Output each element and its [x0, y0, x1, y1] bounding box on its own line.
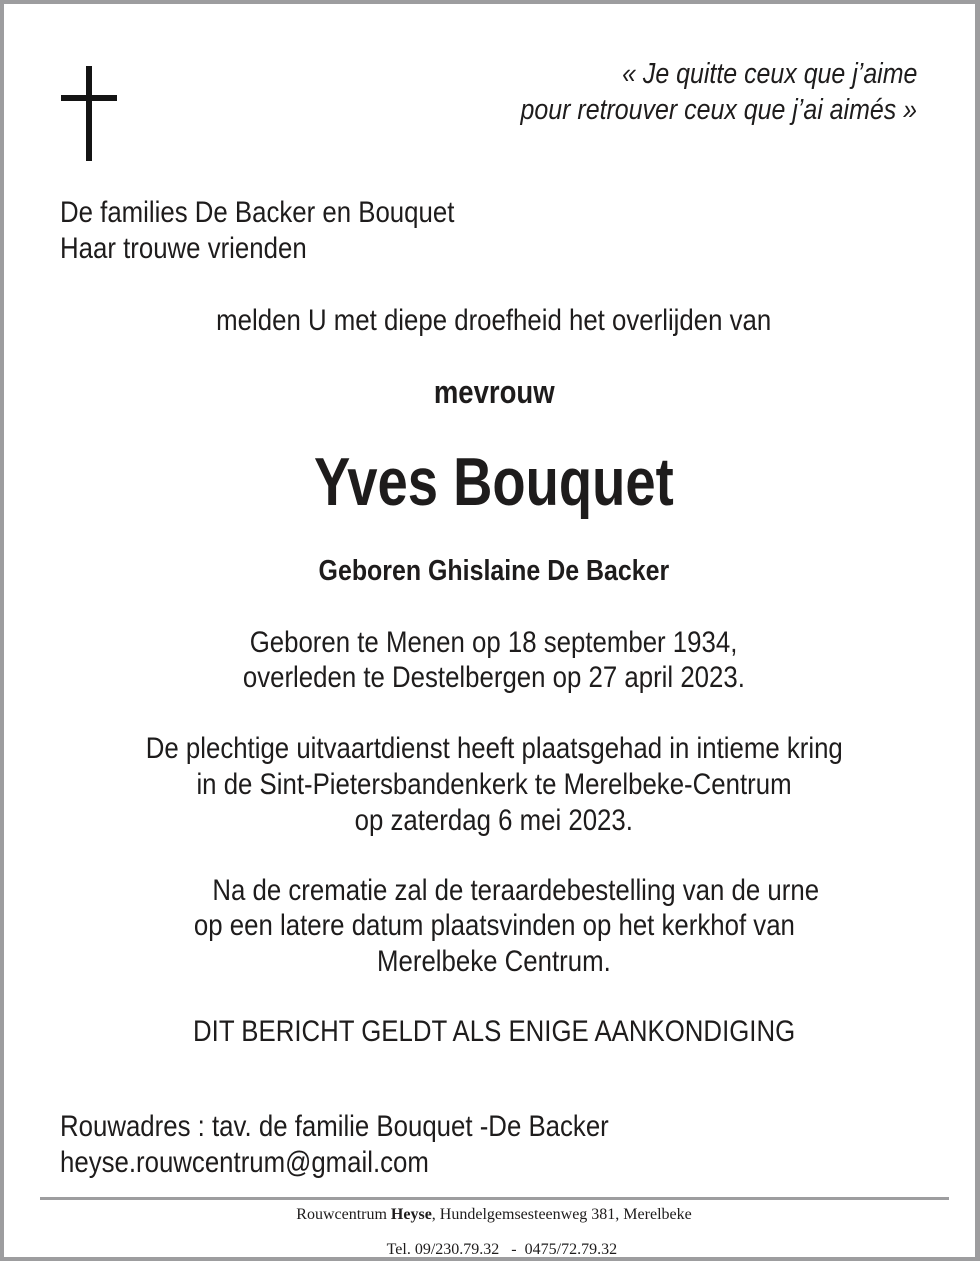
announcement-text: melden U met diepe droefheid het overlijden van	[216, 304, 772, 337]
funeral-line-1: De plechtige uitvaartdienst heeft plaatsgehad in intieme kring	[145, 732, 843, 765]
cross-vertical-bar	[86, 66, 92, 161]
urn-line-3: Merelbeke Centrum.	[377, 945, 611, 978]
contact-email[interactable]: heyse.rouwcentrum@gmail.com	[60, 1146, 429, 1179]
notice-text: DIT BERICHT GELDT ALS ENIGE AANKONDIGING	[192, 1015, 796, 1048]
footer-company-line: Rouwcentrum Heyse, Hundelgemsesteenweg 381, Merelbeke	[296, 1206, 692, 1223]
footer-divider	[40, 1197, 949, 1200]
footer-phone-line: Tel. 09/230.79.32 - 0475/72.79.32	[386, 1241, 618, 1258]
families-line-2: Haar trouwe vrienden	[60, 232, 307, 265]
contact-address: Rouwadres : tav. de familie Bouquet -De Backer	[60, 1110, 609, 1143]
birth-line: Geboren te Menen op 18 september 1934,	[250, 626, 738, 659]
quote-line-2: pour retrouver ceux que j’ai aimés »	[520, 94, 917, 126]
death-line: overleden te Destelbergen op 27 april 2023.	[242, 661, 746, 694]
quote-line-1: « Je quitte ceux que j’aime	[621, 58, 917, 90]
deceased-name: Yves Bouquet	[314, 444, 674, 520]
title-prefix: mevrouw	[433, 374, 555, 410]
maiden-name: Geboren Ghislaine De Backer	[318, 555, 670, 587]
funeral-line-2: in de Sint-Pietersbandenkerk te Merelbeke-Centrum	[196, 768, 792, 801]
cross-horizontal-bar	[61, 95, 117, 101]
urn-line-2: op een latere datum plaatsvinden op het kerkhof van	[193, 909, 795, 942]
families-line-1: De families De Backer en Bouquet	[60, 196, 455, 229]
funeral-line-3: op zaterdag 6 mei 2023.	[354, 804, 634, 837]
urn-line-1: Na de crematie zal de teraardebestelling van de urne	[212, 874, 820, 907]
company-name: Heyse	[390, 1206, 432, 1223]
